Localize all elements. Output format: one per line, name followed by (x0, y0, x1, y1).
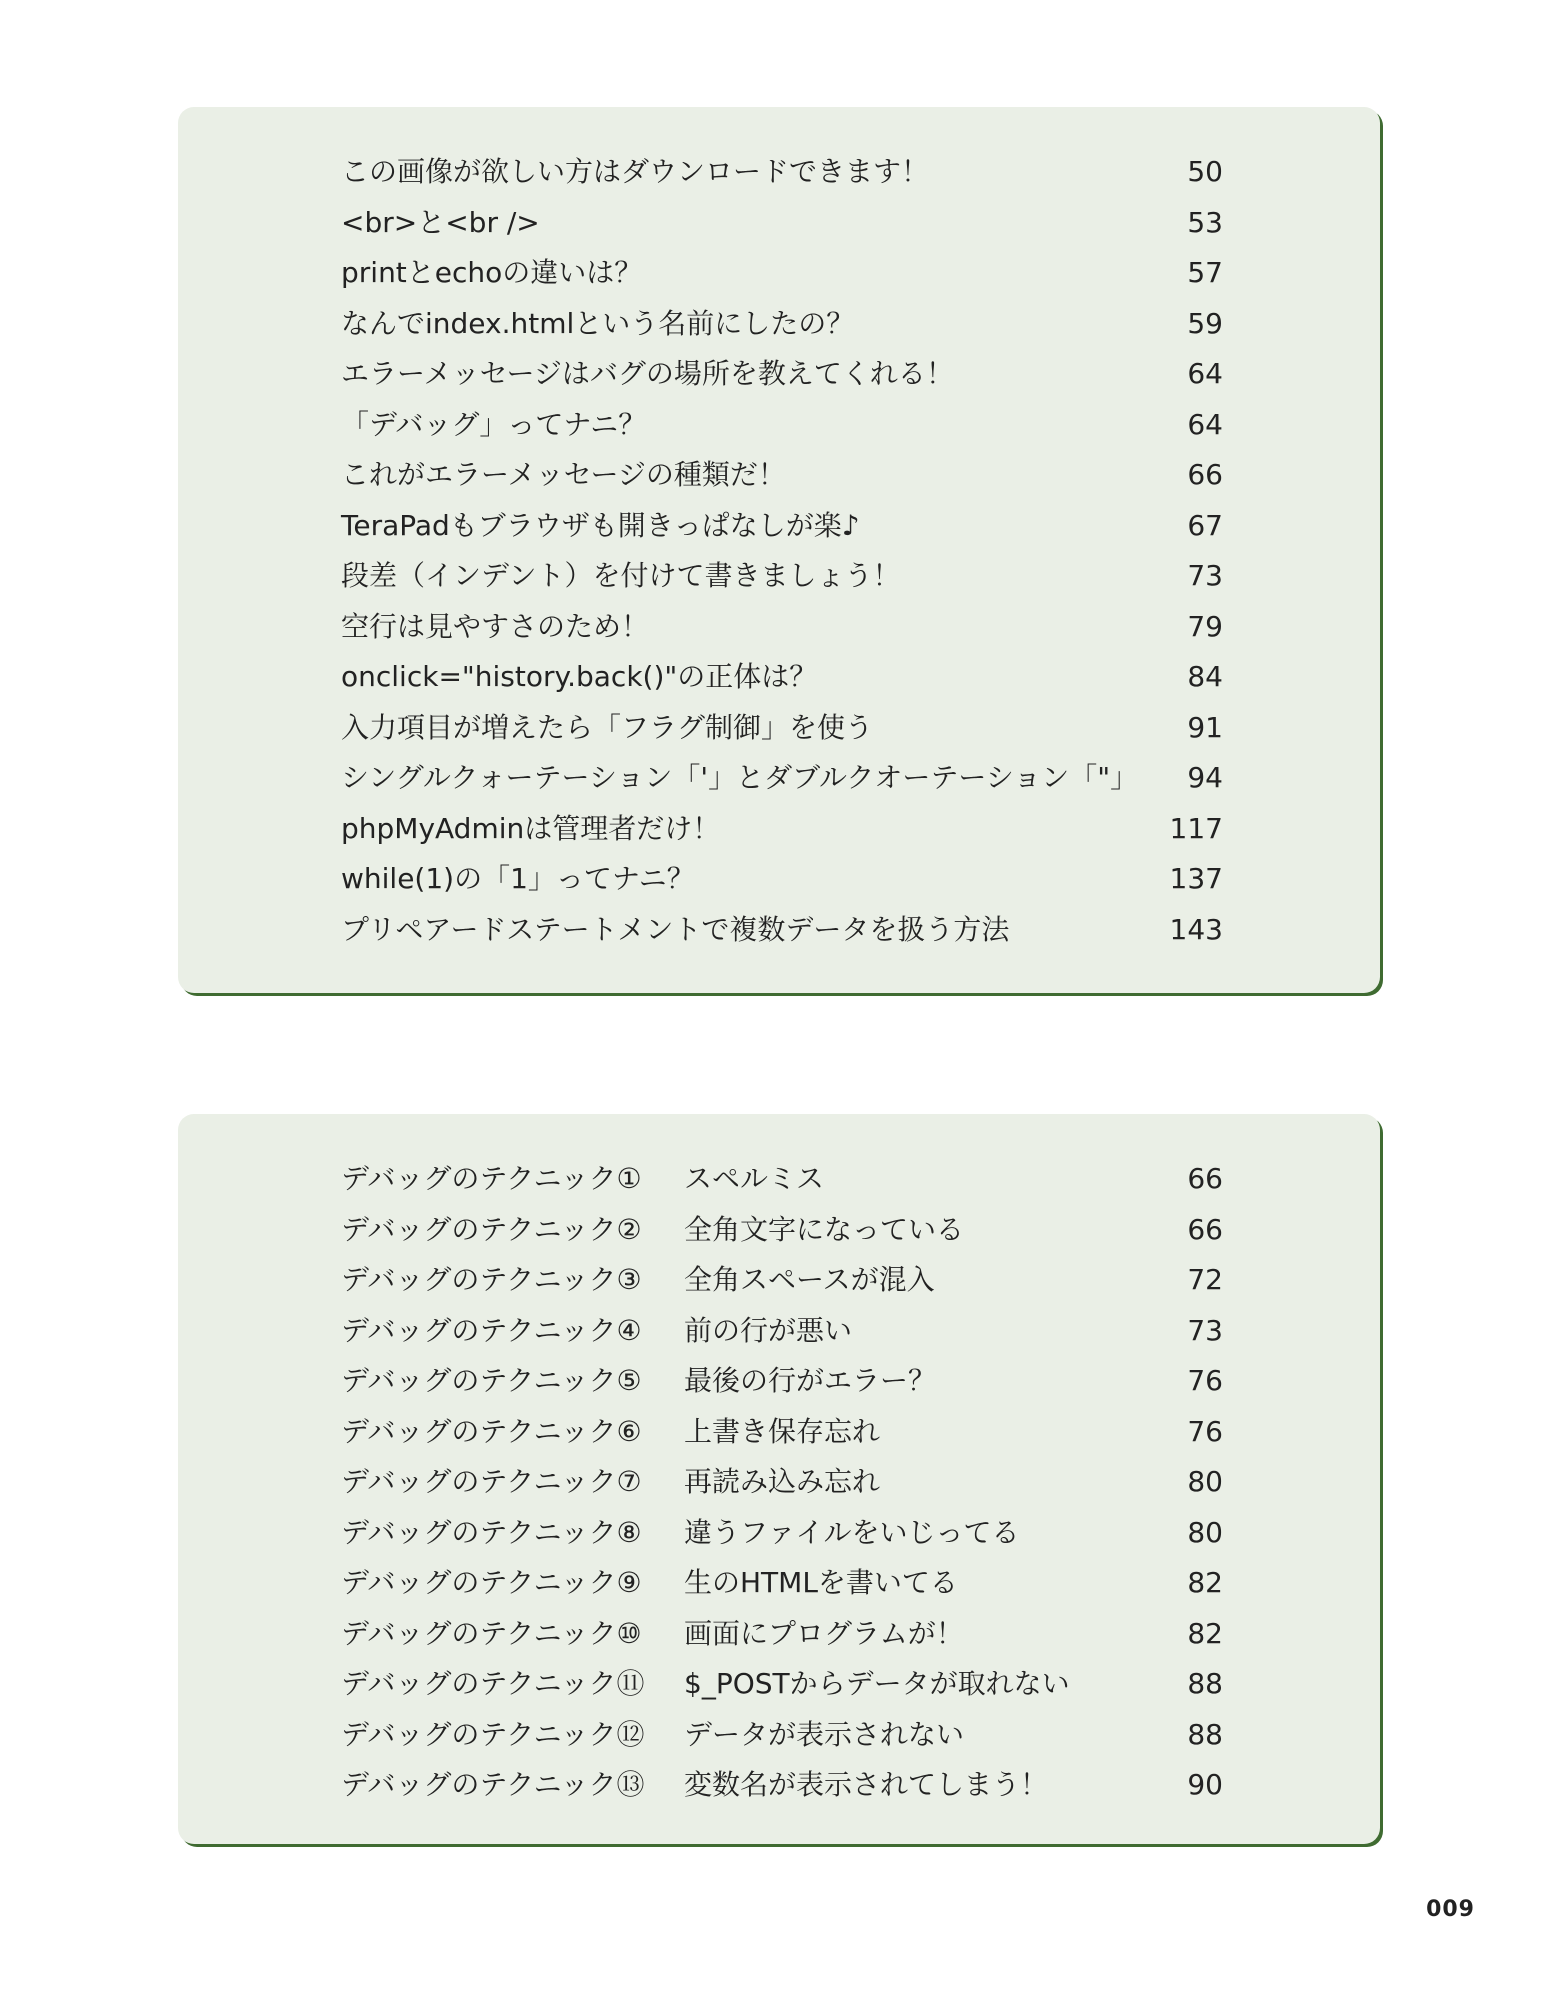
technique-subject: 生のHTMLを書いてる (684, 1566, 958, 1599)
debug-technique-panel (178, 1114, 1380, 1844)
page-number: 009 (1426, 1897, 1475, 1922)
technique-subject: 前の行が悪い (684, 1313, 853, 1347)
entry-page: 79 (1187, 609, 1223, 643)
entry-title: onclick="history.back()"の正体は？ (341, 660, 818, 693)
technique-subject: スペルミス (684, 1162, 825, 1195)
entry-page: 88 (1187, 1717, 1223, 1751)
technique-label: デバッグのテクニック⑩ (341, 1616, 642, 1650)
entry-page: 94 (1187, 761, 1223, 794)
list-item (341, 1205, 1223, 1256)
list-item (341, 299, 1223, 350)
entry-page: 82 (1187, 1566, 1223, 1599)
entry-page: 117 (1169, 811, 1223, 845)
list-item (341, 1407, 1223, 1458)
list-item (341, 1306, 1223, 1357)
column-index-panel (178, 107, 1380, 993)
debug-technique-list (341, 1154, 1223, 1811)
entry-page: 53 (1187, 205, 1223, 239)
list-item (341, 703, 1223, 754)
entry-page: 80 (1187, 1515, 1223, 1549)
list-item (341, 198, 1223, 249)
entry-page: 91 (1187, 710, 1223, 744)
entry-title: phpMyAdminは管理者だけ！ (341, 811, 721, 845)
list-item (341, 1659, 1223, 1710)
technique-subject: データが表示されない (684, 1717, 965, 1751)
list-item (341, 1558, 1223, 1609)
technique-subject: 全角文字になっている (684, 1212, 965, 1246)
entry-page: 82 (1187, 1616, 1223, 1650)
entry-title: これがエラーメッセージの種類だ！ (341, 458, 786, 491)
technique-subject: 再読み込み忘れ (684, 1465, 881, 1498)
list-item (341, 602, 1223, 653)
list-item (341, 1457, 1223, 1508)
technique-subject: 画面にプログラムが！ (684, 1616, 964, 1650)
list-item (341, 147, 1223, 198)
technique-subject: $_POSTからデータが取れない (684, 1667, 1070, 1700)
list-item (341, 1154, 1223, 1205)
list-item (341, 1255, 1223, 1306)
entry-title: printとechoの違いは？ (341, 256, 643, 289)
technique-label: デバッグのテクニック⑨ (341, 1566, 642, 1599)
technique-label: デバッグのテクニック⑦ (341, 1465, 642, 1498)
entry-title: while(1)の「1」ってナニ？ (341, 862, 695, 895)
list-item (341, 854, 1223, 905)
list-item (341, 349, 1223, 400)
entry-page: 50 (1187, 155, 1223, 188)
entry-page: 57 (1187, 256, 1223, 289)
technique-label: デバッグのテクニック⑤ (341, 1364, 642, 1397)
list-item (341, 652, 1223, 703)
list-item (341, 905, 1223, 956)
technique-subject: 上書き保存忘れ (684, 1414, 881, 1448)
entry-title: <br>と<br /> (341, 205, 540, 239)
technique-label: デバッグのテクニック① (341, 1162, 642, 1195)
technique-label: デバッグのテクニック⑬ (341, 1768, 645, 1801)
list-item (341, 1710, 1223, 1761)
list-item (341, 1609, 1223, 1660)
entry-page: 59 (1187, 306, 1223, 340)
technique-label: デバッグのテクニック⑧ (341, 1515, 642, 1549)
technique-subject: 全角スペースが混入 (684, 1263, 935, 1296)
list-item (341, 1508, 1223, 1559)
technique-subject: 最後の行がエラー？ (684, 1364, 937, 1397)
entry-page: 88 (1187, 1667, 1223, 1700)
entry-page: 137 (1169, 862, 1223, 895)
list-item (341, 450, 1223, 501)
entry-page: 64 (1187, 357, 1223, 390)
entry-title: 入力項目が増えたら「フラグ制御」を使う (341, 710, 874, 744)
entry-title: 空行は見やすさのため！ (341, 609, 650, 643)
list-item (341, 1760, 1223, 1811)
entry-page: 66 (1187, 458, 1223, 491)
technique-subject: 違うファイルをいじってる (684, 1515, 1020, 1549)
entry-title: エラーメッセージはバグの場所を教えてくれる！ (341, 357, 954, 390)
entry-title: TeraPadもブラウザも開きっぱなしが楽♪ (341, 508, 860, 542)
entry-page: 67 (1187, 508, 1223, 542)
entry-title: この画像が欲しい方はダウンロードできます！ (341, 155, 930, 188)
list-item (341, 1356, 1223, 1407)
list-item (341, 804, 1223, 855)
list-item (341, 248, 1223, 299)
entry-page: 84 (1187, 660, 1223, 693)
entry-title: シングルクォーテーション「'」とダブルクオーテーション「"」 (341, 761, 1139, 794)
entry-title: なんでindex.htmlという名前にしたの？ (341, 306, 855, 340)
technique-label: デバッグのテクニック⑥ (341, 1414, 642, 1448)
entry-page: 64 (1187, 407, 1223, 441)
entry-page: 73 (1187, 559, 1223, 592)
list-item (341, 551, 1223, 602)
entry-page: 66 (1187, 1212, 1223, 1246)
entry-page: 73 (1187, 1313, 1223, 1347)
technique-subject: 変数名が表示されてしまう！ (684, 1768, 1049, 1801)
list-item (341, 501, 1223, 552)
entry-page: 80 (1187, 1465, 1223, 1498)
entry-page: 76 (1187, 1414, 1223, 1448)
technique-label: デバッグのテクニック③ (341, 1263, 642, 1296)
entry-page: 72 (1187, 1263, 1223, 1296)
entry-page: 76 (1187, 1364, 1223, 1397)
entry-page: 90 (1187, 1768, 1223, 1801)
list-item (341, 400, 1223, 451)
technique-label: デバッグのテクニック④ (341, 1313, 642, 1347)
entry-title: 「デバッグ」ってナニ？ (341, 407, 647, 441)
entry-title: 段差（インデント）を付けて書きましょう！ (341, 559, 901, 592)
technique-label: デバッグのテクニック⑫ (341, 1717, 645, 1751)
column-index-list (341, 147, 1223, 955)
list-item (341, 753, 1223, 804)
entry-page: 66 (1187, 1162, 1223, 1195)
technique-label: デバッグのテクニック⑪ (341, 1667, 645, 1700)
entry-page: 143 (1169, 912, 1223, 946)
entry-title: プリペアードステートメントで複数データを扱う方法 (341, 912, 1010, 946)
technique-label: デバッグのテクニック② (341, 1212, 642, 1246)
